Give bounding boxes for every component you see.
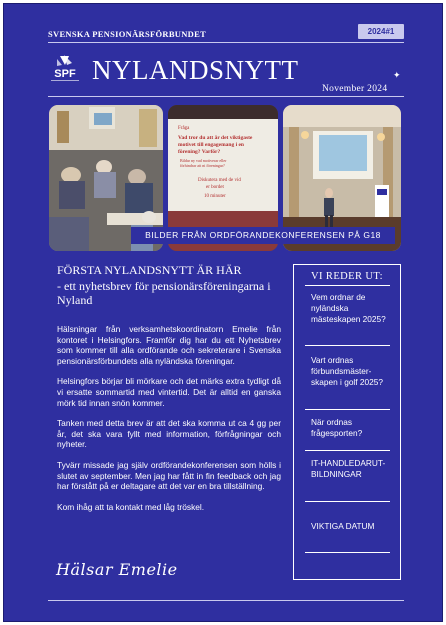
svg-text:Diskutera med de vid: Diskutera med de vid <box>198 178 241 183</box>
photo-caption: BILDER FRÅN ORDFÖRANDEKONFERENSEN PÅ G18 <box>131 227 395 244</box>
svg-text:er bordet: er bordet <box>206 185 224 190</box>
sidebar-title: VI REDER UT: <box>311 271 383 282</box>
sidebar-box <box>293 264 401 580</box>
article-subhead: - ett nyhetsbrev för pensionärsföreningarna i Nyland <box>57 279 271 307</box>
paragraph: Tanken med detta brev är att det ska komma ut ca 4 gg per år, det ska vara fyllt med information, förfrågningar och nyheter. <box>57 418 281 450</box>
article-body <box>57 324 281 522</box>
sidebar-item: IT-HANDLEDARUT-BILDNINGAR <box>311 458 386 479</box>
paragraph: Helsingfors börjar bli mörkare och det märks extra tydligt då vi ersatte sommartid med vintertid. Det är alltid en ganska mörk tid innan snön kommer. <box>57 376 281 408</box>
divider <box>305 552 390 553</box>
svg-text:Bildar ny vad motiverar eller: Bildar ny vad motiverar eller <box>180 158 227 163</box>
svg-text:10 minuter: 10 minuter <box>204 194 226 199</box>
divider <box>305 285 390 286</box>
issue-date: November 2024 <box>322 84 388 94</box>
divider <box>305 450 390 451</box>
svg-text:förhindrar att ni föreningar?: förhindrar att ni föreningar? <box>180 163 225 168</box>
divider <box>48 96 404 97</box>
sparkle-icon: ✦ <box>393 70 401 80</box>
issue-badge: 2024#1 <box>358 24 404 39</box>
logo-text: SPF <box>54 68 76 80</box>
divider <box>48 42 404 43</box>
divider <box>305 345 390 346</box>
paragraph: Kom ihåg att ta kontakt med låg tröskel. <box>57 501 205 512</box>
paragraph: Tyvärr missade jag själv ordförandekonferensen som hölls i slutet av september. Men jag har fått in fin feedback och jag har förstått på er deltagare att det var en bra tillställning. <box>57 459 281 492</box>
divider <box>48 600 404 601</box>
article-headline: FÖRSTA NYLANDSNYTT ÄR HÄR <box>57 263 242 277</box>
sidebar-item: När ordnas frågesporten? <box>311 417 363 438</box>
org-name: SVENSKA PENSIONÄRSFÖRBUNDET <box>48 29 207 39</box>
svg-text:Vad tror du att är det viktiga: Vad tror du att är det viktigaste <box>178 135 253 141</box>
sidebar-item: Vem ordnar de nyländska mästeskapen 2025? <box>311 292 386 324</box>
paragraph: Hälsningar från verksamhetskoordinatorn Emelie från kontoret i Helsingfors. Framför dig har du ett Nyhetsbrev som kommer till alla ordförande och sekreterare i Svenska pensionärsförbundets alla nyländska föreningar. <box>57 324 281 366</box>
svg-text:förening? Varför?: förening? Varför? <box>178 149 221 155</box>
sidebar-item: Vart ordnas förbundsmäster-skapen i golf 2025? <box>311 355 383 387</box>
svg-text:Fråga: Fråga <box>178 126 190 131</box>
divider <box>305 501 390 502</box>
spf-logo <box>48 53 82 87</box>
signature: Hälsar Emelie <box>56 560 178 579</box>
svg-text:motivet till engagemang i en: motivet till engagemang i en <box>178 142 244 148</box>
newsletter-page <box>3 3 443 622</box>
newsletter-title: NYLANDSNYTT <box>92 55 299 85</box>
sidebar-item: VIKTIGA DATUM <box>311 521 375 531</box>
divider <box>305 409 390 410</box>
